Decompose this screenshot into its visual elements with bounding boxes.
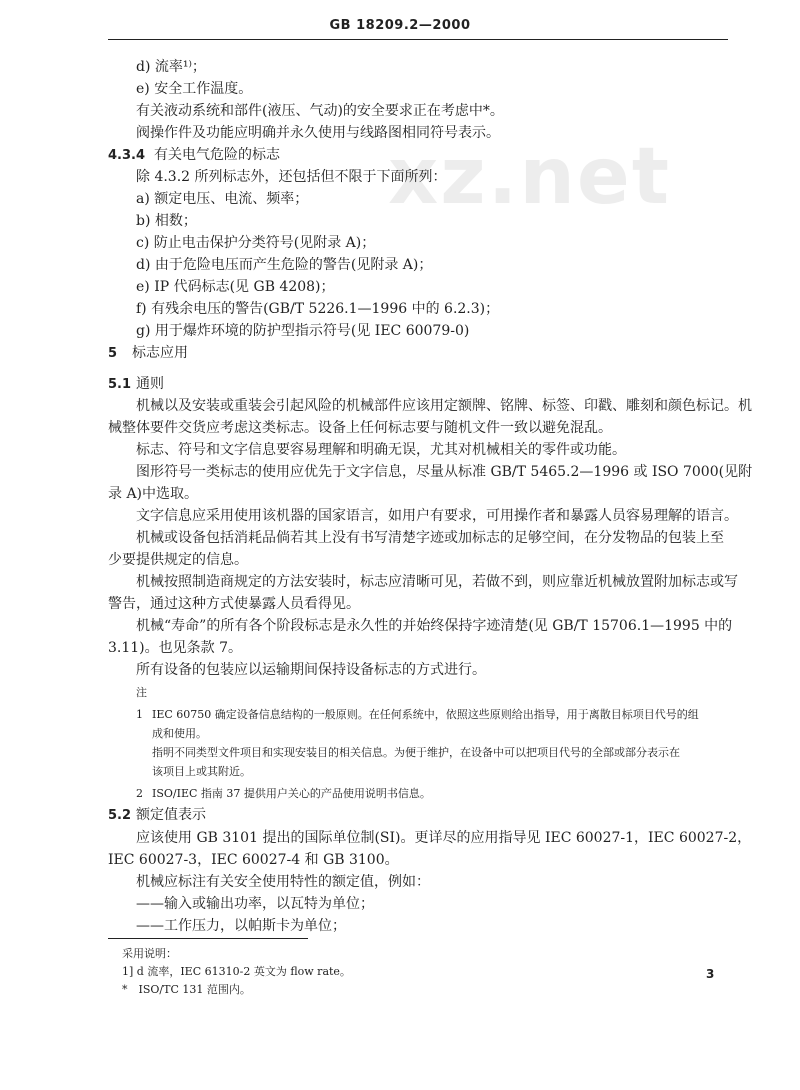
paragraph-line: 图形符号一类标志的使用应优先于文字信息，尽量从标准 GB/T 5465.2—1996 或 ISO 7000(见附 xyxy=(136,464,753,480)
paragraph-line: 标志、符号和文字信息要容易理解和明确无误，尤其对机械相关的零件或功能。 xyxy=(136,442,626,458)
list-item-c: c) 防止电击保护分类符号(见附录 A)； xyxy=(136,235,376,251)
note-2-number: 2 xyxy=(136,787,143,800)
footnote-rule xyxy=(108,938,308,939)
paragraph-line: 应该使用 GB 3101 提出的国际单位制(SI)。更详尽的应用指导见 IEC 60027-1，IEC 60027-2， xyxy=(136,830,752,846)
paragraph-line: 所有设备的包装应以运输期间保持设备标志的方式进行。 xyxy=(136,662,486,678)
section-title: 有关电气危险的标志 xyxy=(154,147,280,163)
section-5-2-heading xyxy=(108,806,206,825)
dash-item: ——输入或输出功率，以瓦特为单位； xyxy=(136,896,374,912)
note-1-number: 1 xyxy=(136,708,143,721)
footnote-1: 1] d 流率，IEC 61310-2 英文为 flow rate。 xyxy=(122,965,351,978)
list-item-d: d) 由于危险电压而产生危险的警告(见附录 A)； xyxy=(136,257,433,273)
paragraph-line: 机械按照制造商规定的方法安装时，标志应清晰可见，若做不到，则应靠近机械放置附加标志或写 xyxy=(136,574,738,590)
paragraph-line: 机械以及安装或重装会引起风险的机械部件应该用定额牌、铭牌、标签、印戳、雕刻和颜色标记。机 xyxy=(136,398,752,414)
list-item-d-flow: d) 流率¹⁾； xyxy=(136,59,206,75)
list-item-b: b) 相数； xyxy=(136,213,197,229)
section-number: 4.3.4 xyxy=(108,148,146,163)
section-5-heading xyxy=(108,344,188,363)
section-title: 通则 xyxy=(136,376,164,392)
footnote-2: * ISO/TC 131 范围内。 xyxy=(122,983,251,996)
note-label: 注 xyxy=(136,686,147,699)
section-number: 5.1 xyxy=(108,377,132,392)
section-title: 标志应用 xyxy=(132,345,188,361)
paragraph-line: 录 A)中选取。 xyxy=(108,486,199,502)
note-1-text: 该项目上或其附近。 xyxy=(152,765,251,778)
list-item-e-temp: e) 安全工作温度。 xyxy=(136,81,253,97)
page-header: GB 18209.2—2000 xyxy=(329,18,471,33)
section-number: 5 xyxy=(108,346,118,361)
paragraph-line: 少要提供规定的信息。 xyxy=(108,552,248,568)
footnote-title: 采用说明： xyxy=(122,947,177,960)
paragraph-line: 机械“寿命”的所有各个阶段标志是永久性的并始终保持字迹清楚(见 GB/T 15706.1—1995 中的 xyxy=(136,618,733,634)
section-intro: 除 4.3.2 所列标志外，还包括但不限于下面所列： xyxy=(136,169,447,185)
note-1-text: 成和使用。 xyxy=(152,727,207,740)
list-item-f: f) 有残余电压的警告(GB/T 5226.1—1996 中的 6.2.3)； xyxy=(136,301,500,317)
note-1-text: IEC 60750 确定设备信息结构的一般原则。在任何系统中，依照这些原则给出指导，用于离散目标项目代号的组 xyxy=(152,708,699,721)
section-title: 额定值表示 xyxy=(136,807,206,823)
paragraph-line: 3.11)。也见条款 7。 xyxy=(108,640,242,656)
list-item-a: a) 额定电压、电流、频率； xyxy=(136,191,309,207)
paragraph-line: 机械应标注有关安全使用特性的额定值，例如： xyxy=(136,874,430,890)
section-number: 5.2 xyxy=(108,808,132,823)
note-2-text: ISO/IEC 指南 37 提供用户关心的产品使用说明书信息。 xyxy=(152,787,431,800)
paragraph-line: 机械或设备包括消耗品倘若其上没有书写清楚字迹或加标志的足够空间，在分发物品的包装上至 xyxy=(136,530,724,546)
watermark: xz.net xyxy=(388,132,672,222)
paragraph-hydraulic: 有关液动系统和部件(液压、气动)的安全要求正在考虑中*。 xyxy=(136,103,504,119)
dash-item: ——工作压力，以帕斯卡为单位； xyxy=(136,918,346,934)
header-rule xyxy=(108,39,728,40)
section-4-3-4-heading xyxy=(108,146,280,165)
paragraph-line: 文字信息应采用使用该机器的国家语言，如用户有要求，可用操作者和暴露人员容易理解的语言。 xyxy=(136,508,738,524)
note-1-text: 指明不同类型文件项目和实现安装目的相关信息。为便于维护，在设备中可以把项目代号的全部或部分表示在 xyxy=(152,746,680,759)
paragraph-line: IEC 60027-3，IEC 60027-4 和 GB 3100。 xyxy=(108,852,399,868)
list-item-e: e) IP 代码标志(见 GB 4208)； xyxy=(136,279,335,295)
page-number: 3 xyxy=(706,967,715,981)
paragraph-line: 械整体要件交货应考虑这类标志。设备上任何标志要与随机文件一致以避免混乱。 xyxy=(108,420,612,436)
paragraph-valve: 阀操作件及功能应明确并永久使用与线路图相同符号表示。 xyxy=(136,125,500,141)
section-5-1-heading xyxy=(108,375,164,394)
list-item-g: g) 用于爆炸环境的防护型指示符号(见 IEC 60079-0) xyxy=(136,323,470,339)
paragraph-line: 警告，通过这种方式使暴露人员看得见。 xyxy=(108,596,360,612)
